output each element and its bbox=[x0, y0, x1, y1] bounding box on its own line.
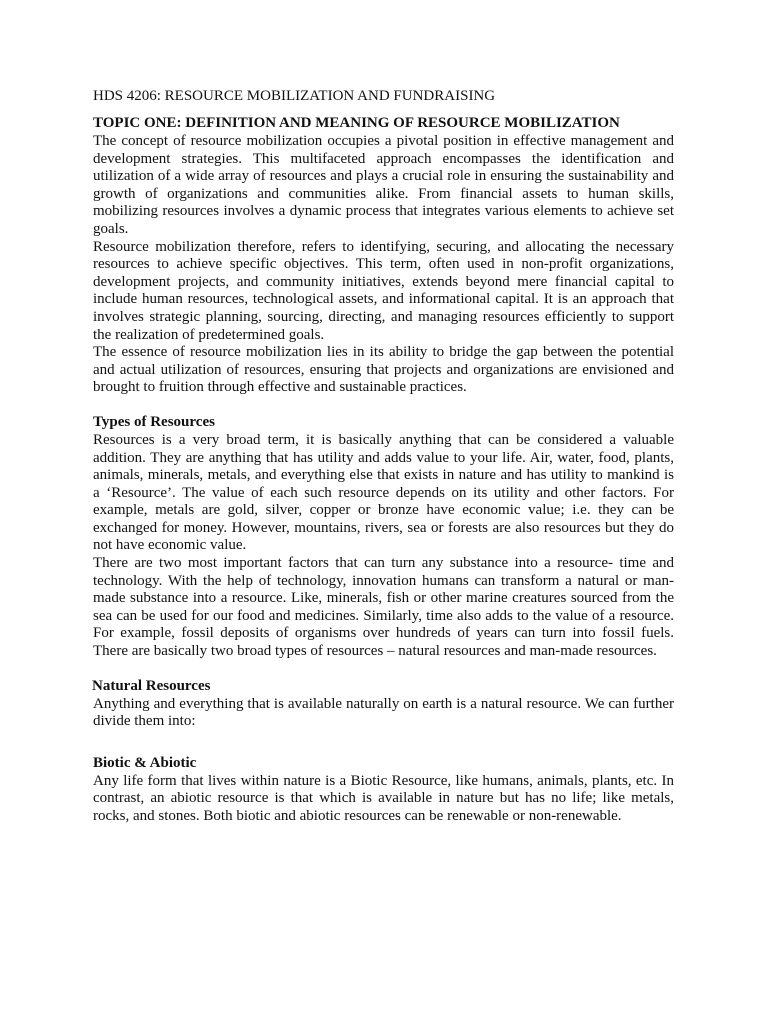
paragraph-time-technology: There are two most important factors that can turn any substance into a resource- time and technology. With the help of technology, innovation humans can transform a natural or man-made substance into a resource. Like, minerals, fish or other marine creatures sourced from the sea can be used for our food and medicines. Similarly, time also adds to the value of a resource. For example, fossil deposits of organisms over hundreds of years can turn into fossil fuels. There are basically two broad types of resources – natural resources and man-made resources. bbox=[93, 555, 674, 660]
topic-title: TOPIC ONE: DEFINITION AND MEANING OF RESOURCE MOBILIZATION bbox=[93, 115, 620, 131]
heading-natural-resources: Natural Resources bbox=[92, 677, 211, 694]
paragraph-concept: The concept of resource mobilization occupies a pivotal position in effective management and development strategies. This multifaceted approach encompasses the identification and utilization of a wide array of resources and plays a crucial role in ensuring the sustainability and growth of organizations and communities alike. From financial assets to human skills, mobilizing resources involves a dynamic process that integrates various elements to achieve set goals. bbox=[93, 133, 674, 237]
paragraph-essence: The essence of resource mobilization lies in its ability to bridge the gap between the potential and actual utilization of resources, ensuring that projects and organizations are envisioned and brought to fruition through effective and sustainable practices. bbox=[93, 344, 674, 396]
heading-biotic-abiotic: Biotic & Abiotic bbox=[93, 754, 197, 771]
paragraph-biotic-abiotic: Any life form that lives within nature is a Biotic Resource, like humans, animals, plants, etc. In contrast, an abiotic resource is that which is available in nature but has no life; like metals, rocks, and stones. Both biotic and abiotic resources can be renewable or non-renewable. bbox=[93, 772, 674, 824]
heading-types-of-resources: Types of Resources bbox=[93, 413, 215, 430]
paragraph-resources-broad-term: Resources is a very broad term, it is basically anything that can be considered a valuable addition. They are anything that has utility and adds value to your life. Air, water, food, plants, animals, minerals, metals, and everything else that exists in nature and has utility to mankind is a ‘Resource’. The value of each such resource depends on its utility and other factors. For example, metals are gold, silver, copper or bronze have economic value; i.e. they can be exchanged for money. However, mountains, rivers, sea or forests are also resources but they do not have economic value. bbox=[93, 431, 674, 554]
page-content bbox=[93, 86, 674, 826]
paragraph-natural-resource: Anything and everything that is available naturally on earth is a natural resource. We can further divide them into: bbox=[93, 695, 674, 730]
paragraph-definition: Resource mobilization therefore, refers to identifying, securing, and allocating the necessary resources to achieve specific objectives. This term, often used in non-profit organizations, development projects, and community initiatives, extends beyond mere financial capital to include human resources, technological assets, and informational capital. It is an approach that involves strategic planning, sourcing, directing, and managing resources efficiently to support the realization of predetermined goals. bbox=[93, 238, 674, 343]
course-title: HDS 4206: RESOURCE MOBILIZATION AND FUNDRAISING bbox=[93, 88, 496, 104]
